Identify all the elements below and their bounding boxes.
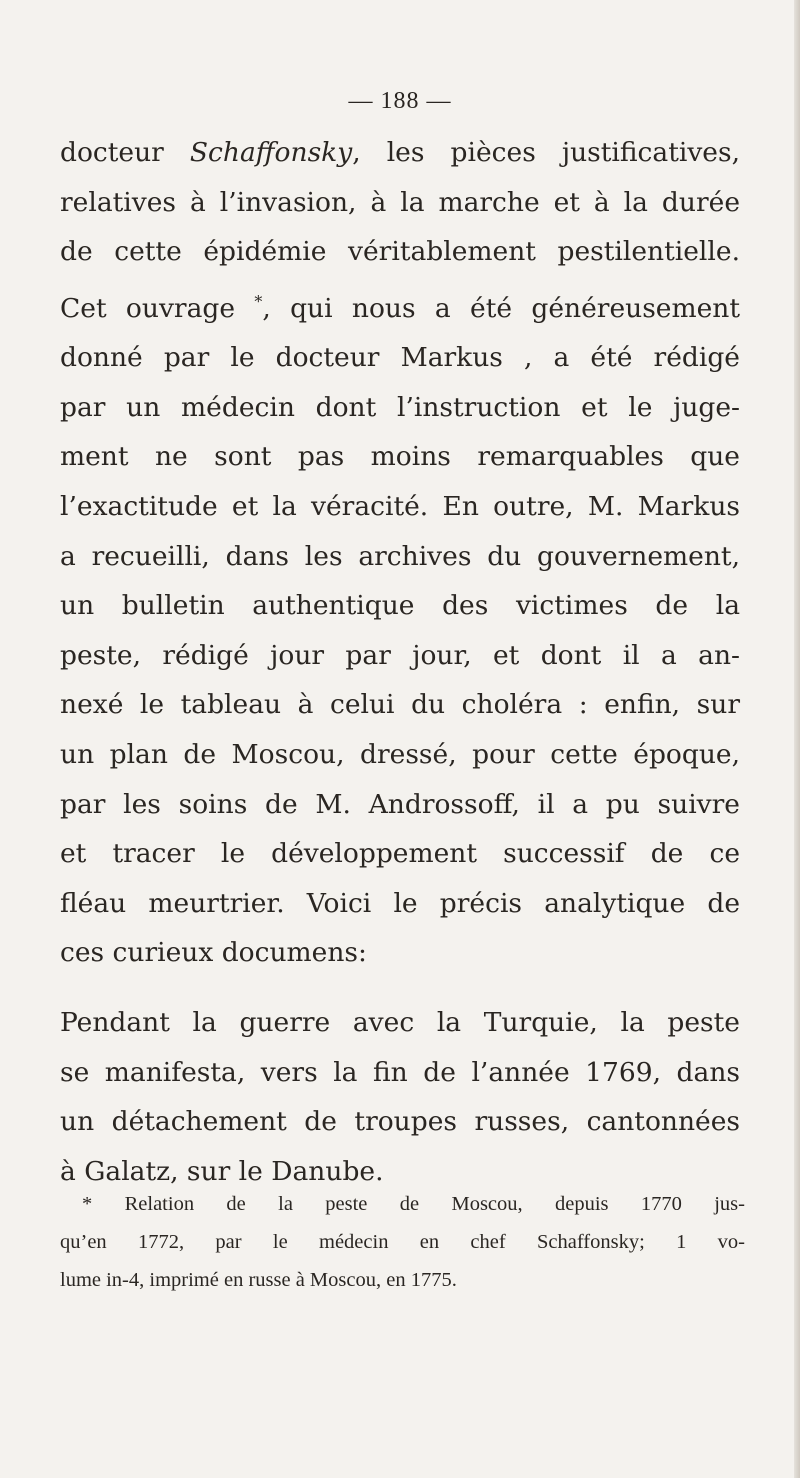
paragraph-1 <box>60 128 740 978</box>
running-head-page-number: — 188 — <box>348 88 452 114</box>
page-edge <box>794 0 800 1478</box>
text-line: l’exactitude et la véracité. En outre, M. Markus <box>60 490 740 522</box>
author-name: Schaffonsky <box>189 137 353 168</box>
text-span: Cet ouvrage <box>60 292 255 324</box>
text-span: docteur <box>60 137 190 168</box>
footnote-marker: * <box>254 291 263 311</box>
text-line: fléau meurtrier. Voici le précis analytique de <box>60 887 740 919</box>
footnote <box>60 1185 745 1299</box>
text-line: ces curieux documens: <box>60 937 367 969</box>
text-line: relatives à l’invasion, à la marche et à la durée <box>60 186 740 218</box>
text-line: un plan de Moscou, dressé, pour cette époque, <box>60 738 740 770</box>
text-line <box>60 128 740 178</box>
paragraph-2 <box>60 998 740 1196</box>
text-line: Pendant la guerre avec la Turquie, la peste <box>60 1006 740 1038</box>
text-line: à Galatz, sur le Danube. <box>60 1155 384 1187</box>
text-line <box>60 277 740 333</box>
footnote-line: qu’en 1772, par le médecin en chef Schaffonsky; 1 vo- <box>60 1231 745 1253</box>
text-line: par un médecin dont l’instruction et le juge- <box>60 391 740 423</box>
text-line: se manifesta, vers la fin de l’année 1769, dans <box>60 1056 740 1088</box>
text-span: , qui nous a été généreusement <box>262 292 741 324</box>
text-line: nexé le tableau à celui du choléra : enfin, sur <box>60 689 740 721</box>
footnote-line: * Relation de la peste de Moscou, depuis 1770 jus- <box>82 1193 745 1215</box>
text-line: par les soins de M. Androssoff, il a pu suivre <box>60 788 740 820</box>
text-line: et tracer le développement successif de ce <box>60 838 740 870</box>
text-line: un bulletin authentique des victimes de la <box>60 590 740 622</box>
text-line: de cette épidémie véritablement pestilentielle. <box>60 236 740 268</box>
text-line: peste, rédigé jour par jour, et dont il a an- <box>60 639 740 671</box>
footnote-line: lume in-4, imprimé en russe à Moscou, en 1775. <box>60 1269 457 1291</box>
text-line: un détachement de troupes russes, cantonnées <box>60 1106 740 1138</box>
text-span: , les pièces justificatives, <box>352 137 740 168</box>
body-text <box>60 128 740 1196</box>
text-line: ment ne sont pas moins remarquables que <box>60 441 740 473</box>
text-line: a recueilli, dans les archives du gouvernement, <box>60 540 740 572</box>
text-line: donné par le docteur Markus , a été rédigé <box>60 342 740 374</box>
